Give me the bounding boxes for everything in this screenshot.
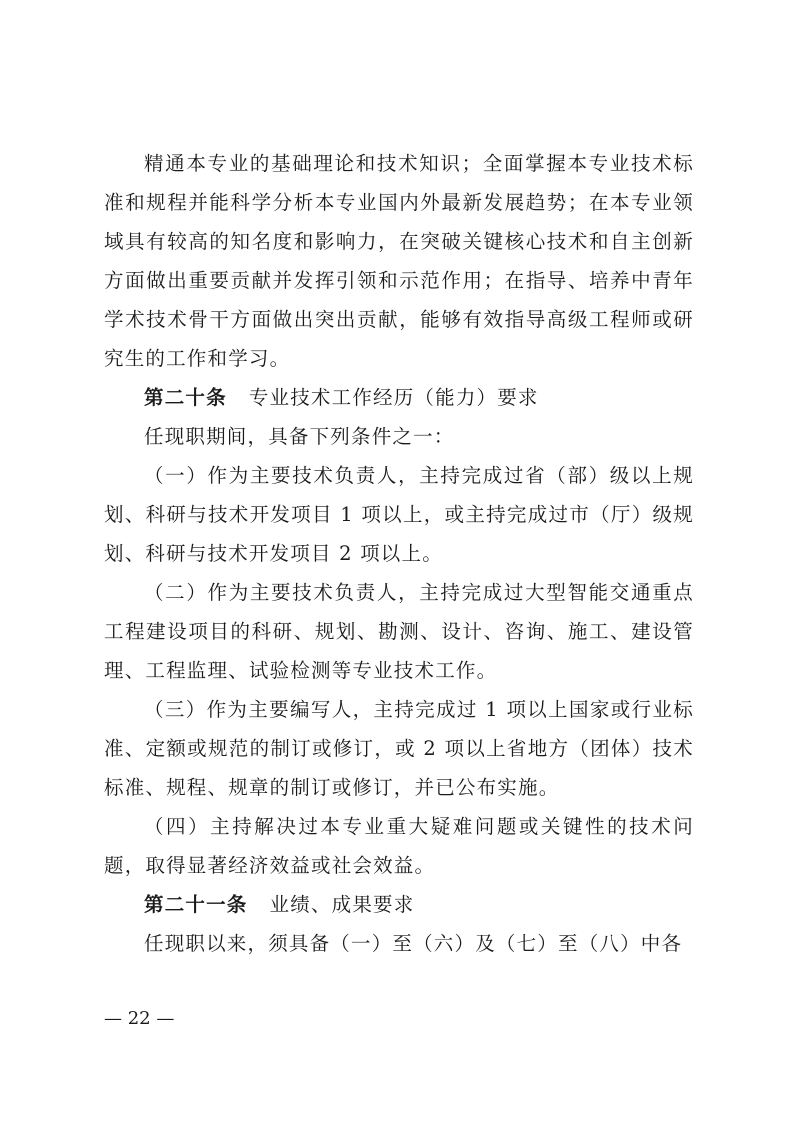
article-20-heading (104, 378, 694, 417)
article-20-number: 第二十条 (144, 386, 227, 409)
article-20-item-2: （二）作为主要技术负责人，主持完成过大型智能交通重点工程建设项目的科研、规划、勘测、设计、咨询、施工、建设管理、工程监理、试验检测等专业技术工作。 (104, 581, 694, 682)
body-text (104, 144, 694, 963)
article-20-intro: 任现职期间，具备下列条件之一： (144, 425, 455, 448)
article-21-number: 第二十一条 (144, 893, 248, 916)
article-21-title: 业绩、成果要求 (269, 893, 415, 916)
article-21-heading (104, 885, 694, 924)
article-21-intro: 任现职以来，须具备（一）至（六）及（七）至（八）中各 (144, 932, 683, 955)
article-20-item-3: （三）作为主要编写人，主持完成过 1 项以上国家或行业标准、定额或规范的制订或修订，或 2 项以上省地方（团体）技术标准、规程、规章的制订或修订，并已公布实施。 (104, 698, 694, 799)
paragraph: 精通本专业的基础理论和技术知识；全面掌握本专业技术标准和规程并能科学分析本专业国内外最新发展趋势；在本专业领域具有较高的知名度和影响力，在突破关键核心技术和自主创新方面做出重要贡献并发挥引领和示范作用；在指导、培养中青年学术技术骨干方面做出突出贡献，能够有效指导高级工程师或研究生的工作和学习。 (104, 152, 694, 370)
article-20-item-1: （一）作为主要技术负责人，主持完成过省（部）级以上规划、科研与技术开发项目 1 项以上，或主持完成过市（厅）级规划、科研与技术开发项目 2 项以上。 (104, 464, 694, 565)
page-number: — 22 — (104, 1008, 175, 1029)
article-20-title: 专业技术工作经历（能力）要求 (248, 386, 539, 409)
article-20-item-4: （四）主持解决过本专业重大疑难问题或关键性的技术问题，取得显著经济效益或社会效益。 (104, 815, 694, 877)
